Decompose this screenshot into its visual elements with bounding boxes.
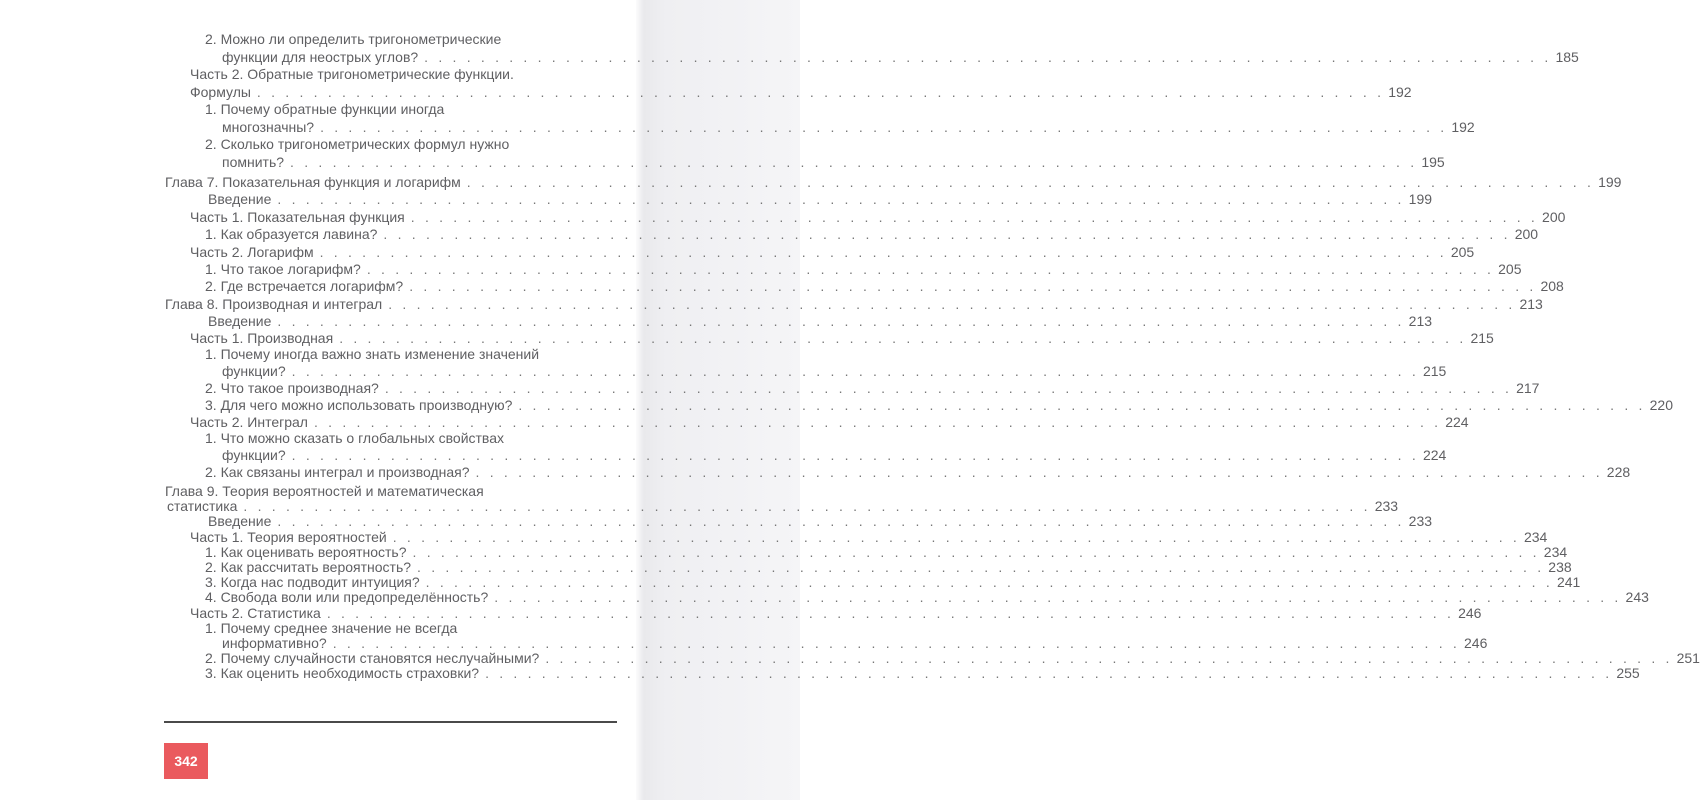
toc-entry[interactable] [160, 174, 1622, 191]
dot-leader: . . . . . . . . . . . . . . . . . . . . . . . . . . . . . . . . . . . . . . . . . . . . . . . . . . . . . . . . . . . . . . . . . . . . . . . . . . . . . . . . [320, 118, 1448, 135]
toc-entry-title: функции для неострых углов? [222, 48, 419, 65]
toc-page-number: 185 [1555, 48, 1579, 65]
dot-leader: . . . . . . . . . . . . . . . . . . . . . . . . . . . . . . . . . . . . . . . . . . . . . . . . . . . . . . . . . . . . . . . . . . . . . . . . . . . . . . . . [326, 604, 1455, 621]
toc-entry[interactable] [160, 261, 1522, 278]
toc-entry[interactable] [160, 589, 1649, 606]
toc-entry-title: 2. Где встречается логарифм? [205, 278, 404, 295]
toc-entry-title: 1. Что можно сказать о глобальных свойствах [205, 430, 504, 447]
toc-page-number: 195 [1421, 153, 1445, 170]
toc-entry-title: Введение [208, 312, 272, 329]
toc-entry-title: информативно? [222, 635, 327, 652]
toc-page-number: 224 [1445, 413, 1469, 430]
toc-entry-title: 1. Почему иногда важно знать изменение значений [205, 346, 540, 363]
toc-entry[interactable] [160, 604, 1482, 621]
toc-entry-title: Часть 2. Обратные тригонометрические функции. [190, 66, 514, 82]
toc-page-number: 233 [1408, 513, 1433, 530]
toc-page-number: 246 [1464, 635, 1488, 652]
toc-entry-title: Часть 1. Теория вероятностей [190, 528, 387, 545]
dot-leader: . . . . . . . . . . . . . . . . . . . . . . . . . . . . . . . . . . . . . . . . . . . . . . . . . . . . . . . . . . . . . . . . . . . . . . . . . . . . . . . . [412, 543, 1540, 560]
toc-entry-title: 3. Для чего можно использовать производную? [205, 396, 513, 413]
toc-entry[interactable] [160, 136, 1445, 171]
dot-leader: . . . . . . . . . . . . . . . . . . . . . . . . . . . . . . . . . . . . . . . . . . . . . . . . . . . . . . . . . . . . . . . . . . . . . . . . . . . . . . . . [392, 528, 1520, 545]
toc-entry[interactable] [160, 430, 1447, 464]
dot-leader: . . . . . . . . . . . . . . . . . . . . . . . . . . . . . . . . . . . . . . . . . . . . . . . . . . . . . . . . . . . . . . . . . . . . . . . . . . . . . . . . [384, 379, 1513, 396]
toc-entry[interactable] [160, 31, 1579, 66]
dot-leader: . . . . . . . . . . . . . . . . . . . . . . . . . . . . . . . . . . . . . . . . . . . . . . . . . . . . . . . . . . . . . . . . . . . . . . . . . . . . . . . . [332, 635, 1460, 652]
toc-entry-title: 1. Как образуется лавина? [205, 226, 378, 243]
toc-entry-title: помнить? [222, 153, 285, 170]
dot-leader: . . . . . . . . . . . . . . . . . . . . . . . . . . . . . . . . . . . . . . . . . . . . . . . . . . . . . . . . . . . . . . . . . . . . . . . . . . . . . . . . [291, 363, 1419, 380]
dot-leader: . . . . . . . . . . . . . . . . . . . . . . . . . . . . . . . . . . . . . . . . . . . . . . . . . . . . . . . . . . . . . . . . . . . . . . . . . . . . . . . . [291, 447, 1419, 464]
dot-leader: . . . . . . . . . . . . . . . . . . . . . . . . . . . . . . . . . . . . . . . . . . . . . . . . . . . . . . . . . . . . . . . . . . . . . . . . . . . . . . . . [425, 574, 1553, 591]
footer-rule [164, 721, 617, 723]
toc-page-number: 241 [1556, 574, 1581, 591]
toc-entry[interactable] [160, 346, 1447, 380]
toc-page-number: 213 [1519, 296, 1543, 312]
toc-entry[interactable] [160, 513, 1433, 530]
toc-entry-title: 2. Сколько тригонометрических формул нужно [205, 136, 510, 152]
toc-entry[interactable] [160, 528, 1548, 545]
toc-entry[interactable] [160, 101, 1475, 136]
toc-entry-title: Введение [208, 191, 272, 208]
toc-entry-title: Глава 7. Показательная функция и логарифм [165, 174, 461, 190]
toc-entry[interactable] [160, 278, 1564, 295]
dot-leader: . . . . . . . . . . . . . . . . . . . . . . . . . . . . . . . . . . . . . . . . . . . . . . . . . . . . . . . . . . . . . . . . . . . . . . . . . . . . . . . . [383, 226, 1511, 243]
toc-entry[interactable] [160, 543, 1568, 560]
toc-page-number: 215 [1470, 329, 1494, 346]
toc-entry-title: Часть 1. Производная [190, 329, 334, 346]
toc-entry-title: 1. Почему среднее значение не всегда [205, 619, 458, 636]
toc-entry-title: 3. Как оценить необходимость страховки? [205, 665, 480, 682]
toc-page-number: 234 [1543, 543, 1568, 560]
toc-entry-title: 1. Что такое логарифм? [205, 261, 361, 278]
toc-entry[interactable] [160, 619, 1488, 652]
toc-entry-title: функции? [222, 447, 286, 464]
toc-entry-title: 2. Как связаны интеграл и производная? [205, 463, 470, 480]
dot-leader: . . . . . . . . . . . . . . . . . . . . . . . . . . . . . . . . . . . . . . . . . . . . . . . . . . . . . . . . . . . . . . . . . . . . . . . . . . . . . . . . [313, 413, 1442, 430]
toc-page-number: 251 [1676, 650, 1700, 667]
toc-entry-title: Формулы [190, 83, 251, 100]
dot-leader: . . . . . . . . . . . . . . . . . . . . . . . . . . . . . . . . . . . . . . . . . . . . . . . . . . . . . . . . . . . . . . . . . . . . . . . . . . . . . . . . [388, 296, 1516, 312]
toc-entry[interactable] [160, 208, 1566, 226]
toc-entry-title: Глава 8. Производная и интеграл [165, 296, 383, 312]
dot-leader: . . . . . . . . . . . . . . . . . . . . . . . . . . . . . . . . . . . . . . . . . . . . . . . . . . . . . . . . . . . . . . . . . . . . . . . . . . . . . . . . [277, 513, 1405, 530]
toc-entry-title: Часть 2. Логарифм [190, 243, 314, 260]
toc-entry-title: Глава 9. Теория вероятностей и математическая [165, 483, 484, 499]
toc-entry-title: 1. Как оценивать вероятность? [205, 543, 407, 560]
toc-entry[interactable] [160, 329, 1494, 347]
toc-page-number: 220 [1649, 396, 1673, 413]
toc-page-number: 200 [1542, 208, 1566, 225]
dot-leader: . . . . . . . . . . . . . . . . . . . . . . . . . . . . . . . . . . . . . . . . . . . . . . . . . . . . . . . . . . . . . . . . . . . . . . . . . . . . . . . . [409, 278, 1537, 295]
toc-entry-title: Часть 2. Статистика [190, 604, 321, 621]
toc-entry[interactable] [160, 379, 1540, 397]
toc-page-number: 228 [1606, 463, 1631, 480]
toc-section [160, 296, 1673, 481]
toc-page-number: 233 [1374, 498, 1399, 515]
toc-section [160, 31, 1579, 171]
toc-page-number: 208 [1540, 278, 1564, 295]
toc-entry[interactable] [160, 66, 1412, 101]
toc-entry-title: Часть 2. Интеграл [190, 413, 308, 430]
toc-page-number: 199 [1408, 191, 1433, 208]
toc-entry-title: Введение [208, 513, 272, 530]
toc-entry-title: статистика [167, 498, 238, 515]
toc-page-number: 246 [1458, 604, 1482, 621]
toc-page-number: 199 [1598, 174, 1622, 190]
dot-leader: . . . . . . . . . . . . . . . . . . . . . . . . . . . . . . . . . . . . . . . . . . . . . . . . . . . . . . . . . . . . . . . . . . . . . . . . . . . . . . . . [485, 665, 1613, 682]
toc-page-number: 238 [1548, 559, 1572, 576]
toc-entry-title: 4. Свобода воли или предопределённость? [205, 589, 489, 606]
toc-entry[interactable] [160, 413, 1469, 431]
dot-leader: . . . . . . . . . . . . . . . . . . . . . . . . . . . . . . . . . . . . . . . . . . . . . . . . . . . . . . . . . . . . . . . . . . . . . . . . . . . . . . . . [410, 208, 1539, 225]
toc-page-number: 234 [1523, 528, 1548, 545]
toc-entry[interactable] [160, 296, 1543, 313]
dot-leader: . . . . . . . . . . . . . . . . . . . . . . . . . . . . . . . . . . . . . . . . . . . . . . . . . . . . . . . . . . . . . . . . . . . . . . . . . . . . . . . . [277, 312, 1405, 329]
page-number-badge [164, 743, 208, 779]
dot-leader: . . . . . . . . . . . . . . . . . . . . . . . . . . . . . . . . . . . . . . . . . . . . . . . . . . . . . . . . . . . . . . . . . . . . . . . . . . . . . . . . [339, 329, 1467, 346]
toc-entry[interactable] [160, 463, 1631, 481]
toc-entry[interactable] [160, 650, 1700, 667]
dot-leader: . . . . . . . . . . . . . . . . . . . . . . . . . . . . . . . . . . . . . . . . . . . . . . . . . . . . . . . . . . . . . . . . . . . . . . . . . . . . . . . . [494, 589, 1622, 606]
toc-entry-title: 3. Когда нас подводит интуиция? [205, 574, 420, 591]
toc-page-number: 217 [1516, 379, 1540, 396]
toc-entry[interactable] [160, 665, 1640, 682]
toc-entry[interactable] [160, 396, 1673, 414]
toc-page-number: 243 [1625, 589, 1649, 606]
toc-page-number: 255 [1616, 665, 1640, 682]
toc-entry-title: 2. Можно ли определить тригонометрические [205, 31, 502, 47]
toc-entry-title: многозначны? [222, 118, 315, 135]
dot-leader: . . . . . . . . . . . . . . . . . . . . . . . . . . . . . . . . . . . . . . . . . . . . . . . . . . . . . . . . . . . . . . . . . . . . . . . . . . . . . . . . [475, 463, 1603, 480]
toc-section [160, 483, 1700, 682]
toc-entry[interactable] [160, 243, 1475, 261]
toc-entry[interactable] [160, 312, 1433, 330]
toc-entry-title: функции? [222, 363, 286, 380]
toc-section [160, 174, 1622, 296]
dot-leader: . . . . . . . . . . . . . . . . . . . . . . . . . . . . . . . . . . . . . . . . . . . . . . . . . . . . . . . . . . . . . . . . . . . . . . . . . . . . . . . . [319, 243, 1447, 260]
page-number: 342 [174, 753, 198, 769]
toc-entry-title: 1. Почему обратные функции иногда [205, 101, 445, 117]
toc-entry-title: 2. Как рассчитать вероятность? [205, 559, 412, 576]
toc-page-number: 215 [1422, 363, 1447, 380]
dot-leader: . . . . . . . . . . . . . . . . . . . . . . . . . . . . . . . . . . . . . . . . . . . . . . . . . . . . . . . . . . . . . . . . . . . . . . . . . . . . . . . . [417, 559, 1545, 576]
dot-leader: . . . . . . . . . . . . . . . . . . . . . . . . . . . . . . . . . . . . . . . . . . . . . . . . . . . . . . . . . . . . . . . . . . . . . . . . . . . . . . . . [518, 396, 1646, 413]
toc-entry[interactable] [160, 483, 1399, 515]
dot-leader: . . . . . . . . . . . . . . . . . . . . . . . . . . . . . . . . . . . . . . . . . . . . . . . . . . . . . . . . . . . . . . . . . . . . . . . . . . . . . . . . [277, 191, 1405, 208]
toc-page-number: 213 [1408, 312, 1433, 329]
dot-leader: . . . . . . . . . . . . . . . . . . . . . . . . . . . . . . . . . . . . . . . . . . . . . . . . . . . . . . . . . . . . . . . . . . . . . . . . . . . . . . . . [545, 650, 1673, 667]
toc-entry[interactable] [160, 226, 1539, 243]
toc-entry-title: 2. Почему случайности становятся неслучайными? [205, 650, 540, 667]
dot-leader: . . . . . . . . . . . . . . . . . . . . . . . . . . . . . . . . . . . . . . . . . . . . . . . . . . . . . . . . . . . . . . . . . . . . . . . . . . . . . . . . [366, 261, 1495, 278]
dot-leader: . . . . . . . . . . . . . . . . . . . . . . . . . . . . . . . . . . . . . . . . . . . . . . . . . . . . . . . . . . . . . . . . . . . . . . . . . . . . . . . . [243, 498, 1371, 515]
dot-leader: . . . . . . . . . . . . . . . . . . . . . . . . . . . . . . . . . . . . . . . . . . . . . . . . . . . . . . . . . . . . . . . . . . . . . . . . . . . . . . . . [424, 48, 1552, 65]
toc-page-number: 205 [1498, 261, 1522, 278]
toc-page-number: 224 [1422, 447, 1447, 464]
dot-leader: . . . . . . . . . . . . . . . . . . . . . . . . . . . . . . . . . . . . . . . . . . . . . . . . . . . . . . . . . . . . . . . . . . . . . . . . . . . . . . . . [466, 174, 1595, 190]
toc-entry[interactable] [160, 559, 1572, 576]
dot-leader: . . . . . . . . . . . . . . . . . . . . . . . . . . . . . . . . . . . . . . . . . . . . . . . . . . . . . . . . . . . . . . . . . . . . . . . . . . . . . . . . [256, 83, 1385, 100]
toc-entry-title: Часть 1. Показательная функция [190, 208, 405, 225]
toc-page-number: 192 [1451, 118, 1475, 135]
dot-leader: . . . . . . . . . . . . . . . . . . . . . . . . . . . . . . . . . . . . . . . . . . . . . . . . . . . . . . . . . . . . . . . . . . . . . . . . . . . . . . . . [290, 153, 1418, 170]
toc-entry[interactable] [160, 191, 1433, 208]
toc-entry-title: 2. Что такое производная? [205, 379, 379, 396]
toc-page-number: 192 [1388, 83, 1412, 100]
toc-entry[interactable] [160, 574, 1581, 591]
toc-page-number: 200 [1514, 226, 1539, 243]
toc-page-number: 205 [1450, 243, 1475, 260]
